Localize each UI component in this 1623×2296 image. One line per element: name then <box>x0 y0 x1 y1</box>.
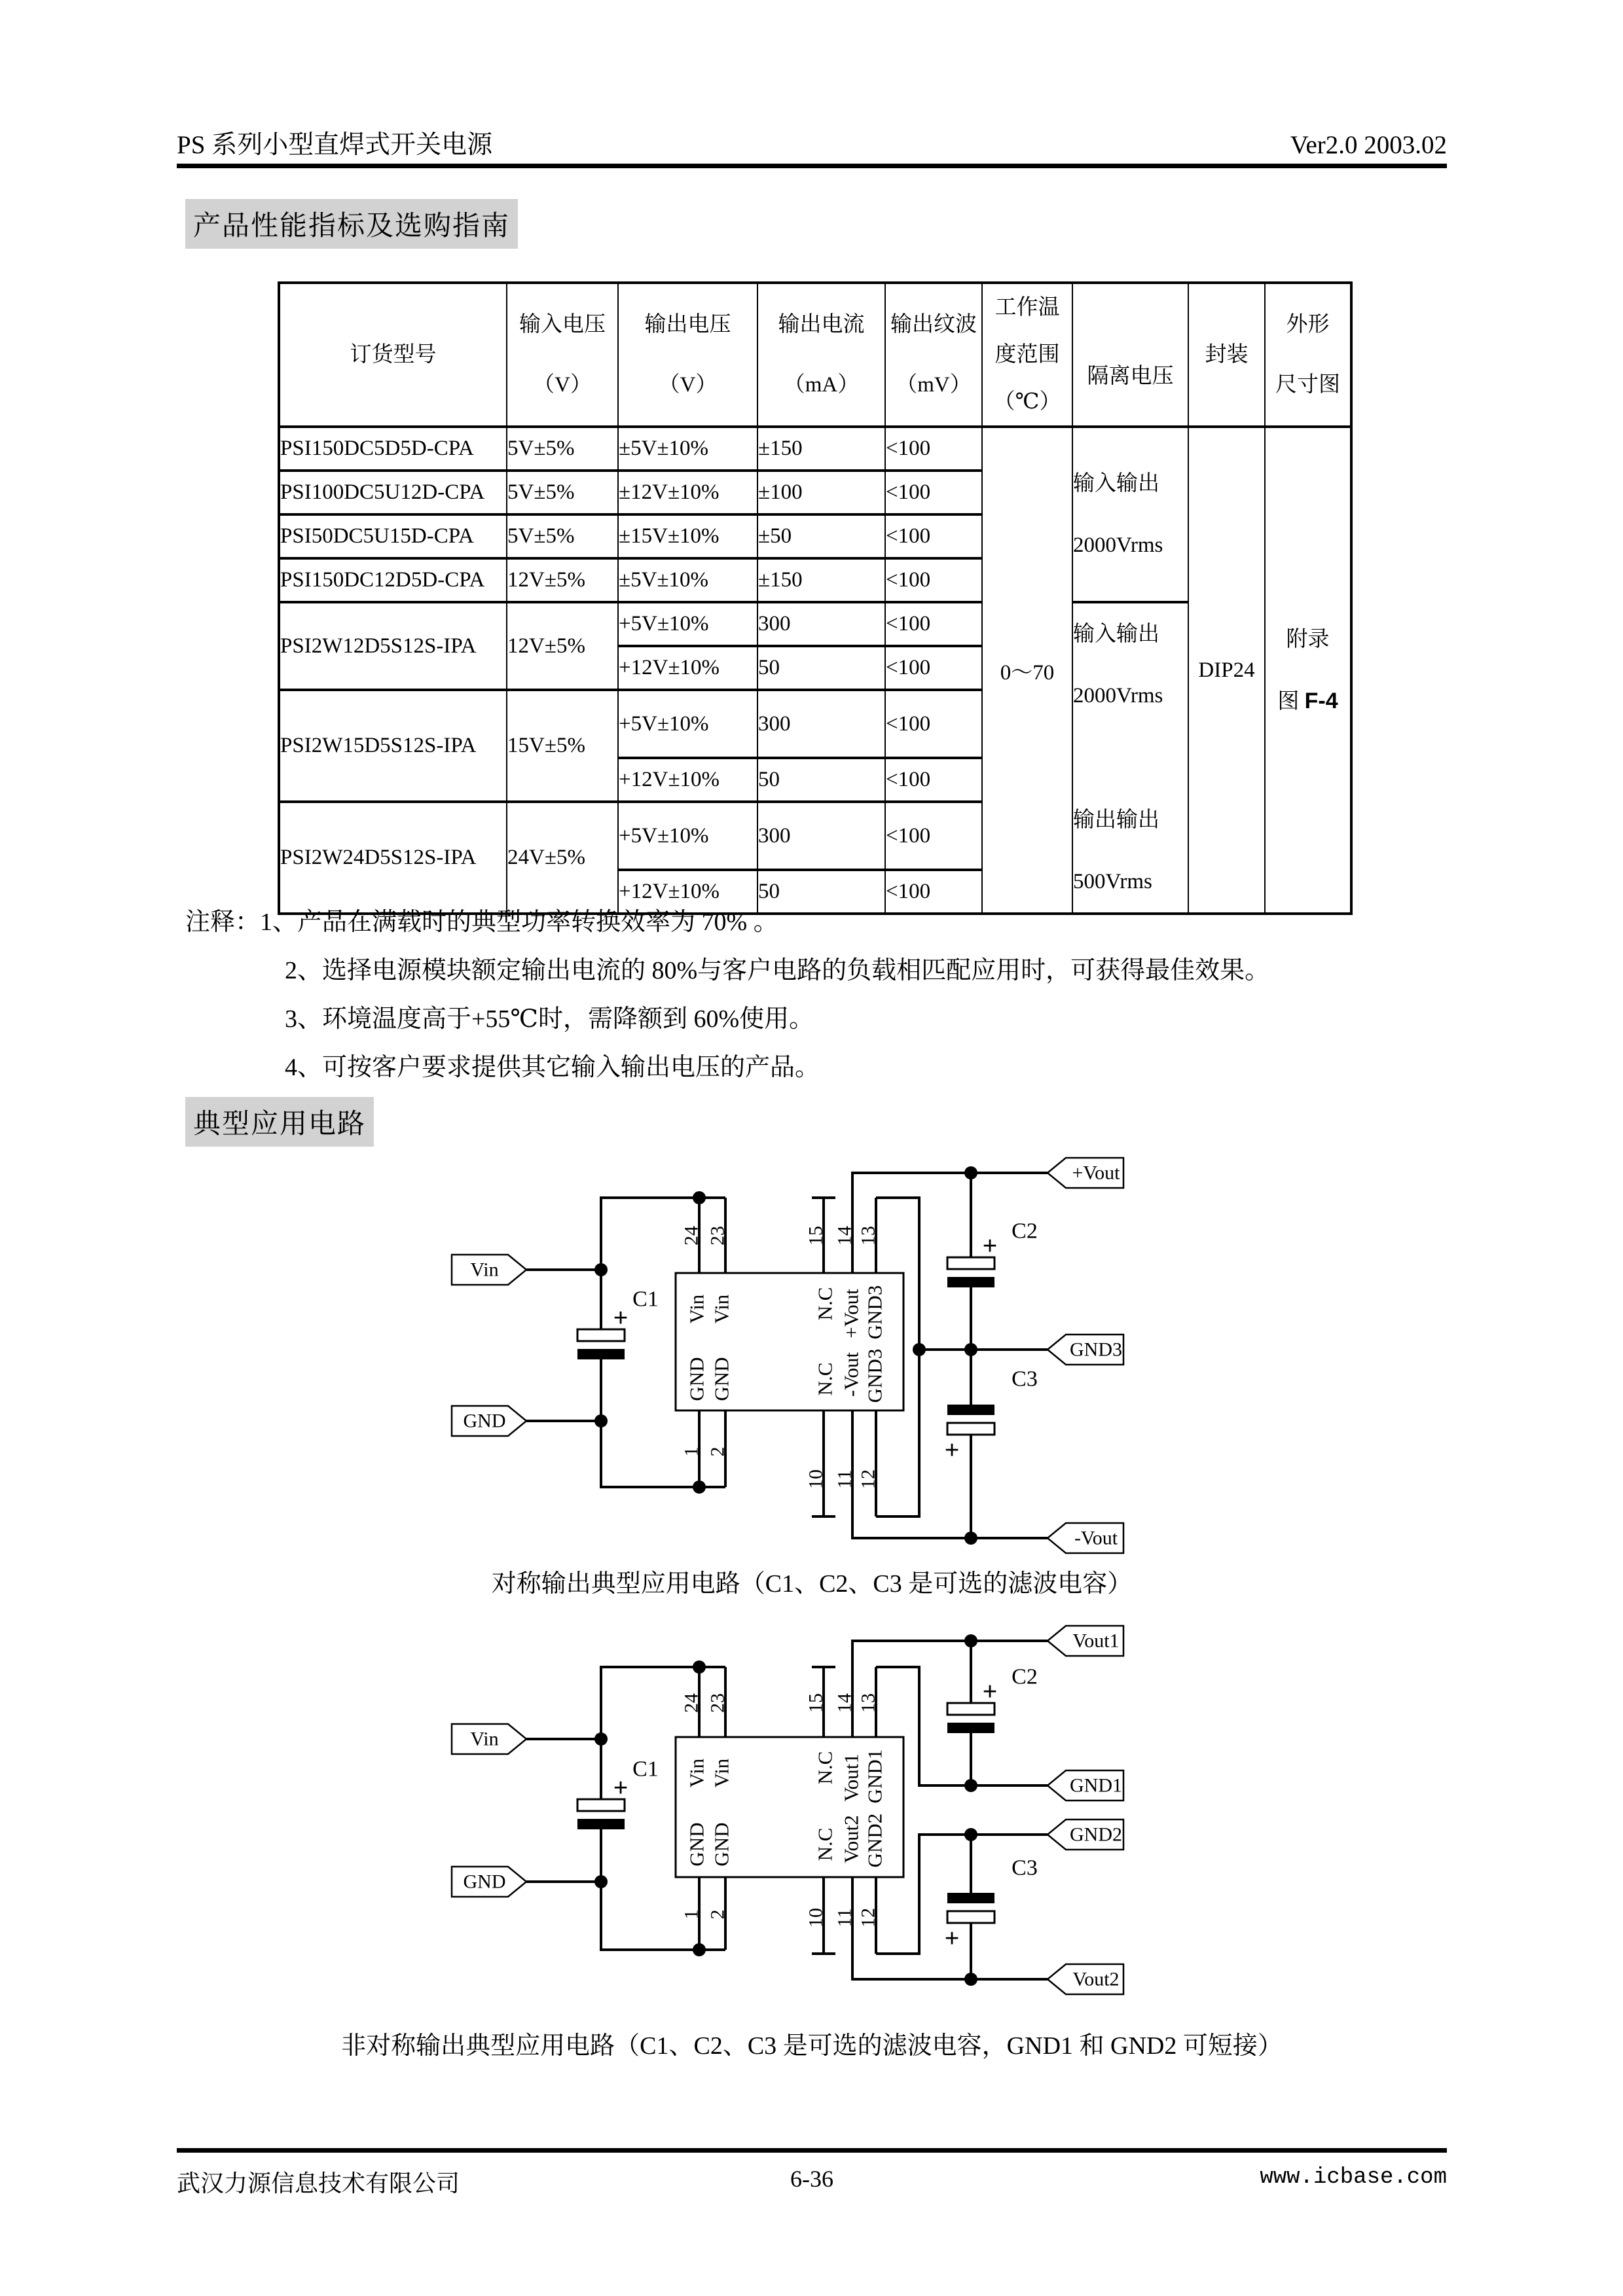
svg-text:Vin: Vin <box>470 1259 499 1281</box>
svg-text:Vout1: Vout1 <box>1072 1630 1120 1652</box>
pin-number: 2 <box>706 1446 729 1457</box>
isolation-cell-b: 输入输出 2000Vrms 输出输出 500Vrms <box>1072 602 1188 914</box>
cap-label: C2 <box>1012 1664 1038 1689</box>
ripple-cell: <100 <box>885 471 982 514</box>
model-cell: PSI2W15D5S12S-IPA <box>279 690 507 802</box>
header-rule <box>177 164 1447 168</box>
input-cell: 24V±5% <box>507 802 618 914</box>
ic-pin-label: +Vout <box>839 1289 863 1338</box>
ripple-cell: <100 <box>885 646 982 690</box>
current-cell: 50 <box>757 870 885 914</box>
cap-label: C1 <box>632 1287 659 1312</box>
gnd1-flag <box>1048 1770 1123 1801</box>
pin-number: 10 <box>805 1469 827 1489</box>
ic-pin-label: -Vout <box>839 1352 863 1397</box>
ic-pin-label: Vin <box>710 1758 733 1788</box>
notes-prefix: 注释： <box>185 908 261 936</box>
temp-range-cell: 0～70 <box>982 427 1072 914</box>
note-line: 4、可按客户要求提供其它输入输出电压的产品。 <box>285 1054 820 1081</box>
svg-text:GND: GND <box>463 1871 506 1893</box>
gnd3-flag <box>1048 1335 1123 1365</box>
spec-table <box>278 281 1353 915</box>
pin-number: 23 <box>706 1226 729 1246</box>
pin-number: 10 <box>805 1908 827 1928</box>
svg-text:GND1: GND1 <box>1070 1774 1122 1797</box>
pin-number: 11 <box>833 1469 856 1489</box>
cap-label: C1 <box>632 1757 659 1782</box>
ic-pin-label: GND <box>685 1357 708 1401</box>
pin-number: 14 <box>833 1226 856 1246</box>
ic-pin-label: Vin <box>685 1294 708 1324</box>
output-cell: ±5V±10% <box>618 427 757 471</box>
current-cell: ±150 <box>757 558 885 602</box>
vout1-flag <box>1048 1626 1123 1656</box>
col-current: 输出电流 （mA） <box>757 283 885 427</box>
doc-version: Ver2.0 2003.02 <box>1290 131 1447 159</box>
ic-body <box>676 1737 903 1877</box>
capacitor-c1 <box>577 1287 659 1360</box>
pin-number: 12 <box>857 1469 879 1489</box>
col-isolation: 隔离电压 <box>1072 283 1188 427</box>
ic-pin-label: GND <box>685 1822 708 1867</box>
ripple-cell: <100 <box>885 514 982 558</box>
pin-number: 2 <box>706 1909 729 1920</box>
pin-number: 13 <box>857 1693 879 1713</box>
ic-pin-label: Vout2 <box>839 1815 863 1863</box>
model-cell: PSI2W24D5S12S-IPA <box>279 802 507 914</box>
ripple-cell: <100 <box>885 802 982 870</box>
svg-text:-Vout: -Vout <box>1074 1527 1118 1549</box>
pin-number: 11 <box>833 1908 856 1928</box>
col-model: 订货型号 <box>279 283 507 427</box>
pin-number: 14 <box>833 1693 856 1713</box>
input-cell: 5V±5% <box>507 471 618 514</box>
doc-title: PS 系列小型直焊式开关电源 <box>177 131 493 159</box>
circuit-section-heading: 典型应用电路 <box>185 1097 374 1147</box>
outline-cell: 附录 图 F-4 <box>1265 427 1351 914</box>
page-footer <box>177 2165 1447 2198</box>
ic-pin-label: GND2 <box>863 1813 886 1868</box>
col-temp: 工作温 度范围 （℃） <box>982 283 1072 427</box>
footer-company: 武汉力源信息技术有限公司 <box>177 2170 460 2197</box>
pin-number: 15 <box>805 1226 827 1246</box>
ic-pin-label: N.C <box>813 1362 837 1396</box>
polarity-plus: + <box>944 1435 960 1465</box>
capacitor-c1 <box>577 1757 659 1830</box>
polarity-plus: + <box>613 1302 629 1333</box>
ripple-cell: <100 <box>885 758 982 802</box>
output-cell: +5V±10% <box>618 690 757 758</box>
vout2-flag <box>1048 1964 1123 1994</box>
ic-pin-label: N.C <box>813 1827 837 1861</box>
vout-pos-flag <box>1048 1158 1123 1188</box>
ic-body <box>676 1273 903 1410</box>
ic-pin-label: N.C <box>813 1751 837 1785</box>
model-cell: PSI150DC5D5D-CPA <box>279 427 507 471</box>
svg-text:Vin: Vin <box>470 1728 499 1750</box>
ic-pin-label: GND3 <box>863 1348 886 1403</box>
ripple-cell: <100 <box>885 558 982 602</box>
pin-number: 23 <box>706 1693 729 1713</box>
svg-text:GND: GND <box>463 1410 506 1432</box>
ic-pin-label: N.C <box>813 1287 837 1321</box>
package-cell: DIP24 <box>1188 427 1265 914</box>
polarity-plus: + <box>613 1772 629 1803</box>
figure1-caption: 对称输出典型应用电路（C1、C2、C3 是可选的滤波电容） <box>491 1570 1133 1598</box>
figure2-schematic <box>452 1611 1133 2004</box>
gnd-flag <box>452 1406 526 1436</box>
table-row <box>279 427 1351 471</box>
col-package: 封装 <box>1188 283 1265 427</box>
input-cell: 12V±5% <box>507 602 618 690</box>
footer-rule <box>177 2148 1447 2153</box>
cap-label: C2 <box>1012 1219 1038 1244</box>
ic-pin-label: GND <box>710 1357 733 1401</box>
col-outline: 外形 尺寸图 <box>1265 283 1351 427</box>
ic-pin-label: Vout1 <box>839 1753 863 1802</box>
ic-pin-label: GND <box>710 1822 733 1867</box>
output-cell: +5V±10% <box>618 802 757 870</box>
current-cell: 300 <box>757 802 885 870</box>
vin-flag <box>452 1255 526 1285</box>
table-header-row <box>279 283 1351 427</box>
figure2-caption: 非对称输出典型应用电路（C1、C2、C3 是可选的滤波电容，GND1 和 GND2 可短接） <box>341 2032 1283 2060</box>
current-cell: ±50 <box>757 514 885 558</box>
output-cell: +5V±10% <box>618 602 757 646</box>
current-cell: ±100 <box>757 471 885 514</box>
notes-block <box>185 898 1468 1092</box>
current-cell: 50 <box>757 646 885 690</box>
spec-section-heading: 产品性能指标及选购指南 <box>185 199 518 249</box>
cap-label: C3 <box>1012 1856 1038 1880</box>
footer-website: www.icbase.com <box>1260 2165 1447 2190</box>
input-cell: 15V±5% <box>507 690 618 802</box>
page-header <box>177 124 1447 161</box>
cap-label: C3 <box>1012 1367 1038 1391</box>
ic-pin-label: GND3 <box>863 1285 886 1340</box>
col-output: 输出电压 （V） <box>618 283 757 427</box>
polarity-plus: + <box>944 1923 960 1953</box>
current-cell: ±150 <box>757 427 885 471</box>
polarity-plus: + <box>982 1230 998 1261</box>
output-cell: +12V±10% <box>618 870 757 914</box>
ic-pin-label: Vin <box>710 1294 733 1324</box>
capacitor-c2 <box>947 1665 1038 1734</box>
gnd-flag <box>452 1867 526 1897</box>
figure1-schematic <box>452 1149 1133 1558</box>
ripple-cell: <100 <box>885 602 982 646</box>
pin-number: 24 <box>680 1226 702 1246</box>
gnd2-flag <box>1048 1820 1123 1850</box>
output-cell: ±12V±10% <box>618 471 757 514</box>
model-cell: PSI100DC5U12D-CPA <box>279 471 507 514</box>
input-cell: 12V±5% <box>507 558 618 602</box>
ripple-cell: <100 <box>885 690 982 758</box>
pin-number: 1 <box>680 1909 702 1920</box>
col-input: 输入电压 （V） <box>507 283 618 427</box>
pin-number: 12 <box>857 1908 879 1928</box>
output-cell: ±5V±10% <box>618 558 757 602</box>
isolation-cell-a: 输入输出 2000Vrms <box>1072 427 1188 602</box>
pin-number: 24 <box>680 1693 702 1713</box>
polarity-plus: + <box>982 1676 998 1706</box>
svg-text:Vout2: Vout2 <box>1072 1968 1120 1990</box>
page-number: 6-36 <box>790 2166 833 2192</box>
input-cell: 5V±5% <box>507 427 618 471</box>
capacitor-c3 <box>945 1856 1038 1953</box>
ic-pin-label: Vin <box>685 1758 708 1788</box>
svg-text:GND3: GND3 <box>1070 1338 1122 1361</box>
input-cell: 5V±5% <box>507 514 618 558</box>
vin-flag <box>452 1724 526 1754</box>
current-cell: 300 <box>757 690 885 758</box>
svg-text:+Vout: +Vout <box>1072 1162 1120 1184</box>
output-cell: +12V±10% <box>618 758 757 802</box>
vout-neg-flag <box>1048 1523 1123 1553</box>
note-line: 2、选择电源模块额定输出电流的 80%与客户电路的负载相匹配应用时，可获得最佳效果。 <box>285 957 1270 984</box>
model-cell: PSI2W12D5S12S-IPA <box>279 602 507 690</box>
current-cell: 300 <box>757 602 885 646</box>
capacitor-c3 <box>945 1367 1038 1465</box>
ripple-cell: <100 <box>885 427 982 471</box>
model-cell: PSI50DC5U15D-CPA <box>279 514 507 558</box>
col-ripple: 输出纹波 （mV） <box>885 283 982 427</box>
output-cell: +12V±10% <box>618 646 757 690</box>
current-cell: 50 <box>757 758 885 802</box>
note-line: 3、环境温度高于+55℃时，需降额到 60%使用。 <box>285 1005 814 1033</box>
ripple-cell: <100 <box>885 870 982 914</box>
svg-text:GND2: GND2 <box>1070 1823 1122 1846</box>
pin-number: 13 <box>857 1226 879 1246</box>
capacitor-c2 <box>947 1219 1038 1288</box>
output-cell: ±15V±10% <box>618 514 757 558</box>
ic-pin-label: GND1 <box>863 1749 886 1804</box>
model-cell: PSI150DC12D5D-CPA <box>279 558 507 602</box>
pin-number: 15 <box>805 1693 827 1713</box>
pin-number: 1 <box>680 1446 702 1457</box>
note-line: 注释：1、产品在满载时的典型功率转换效率为 70% 。 <box>185 908 778 936</box>
